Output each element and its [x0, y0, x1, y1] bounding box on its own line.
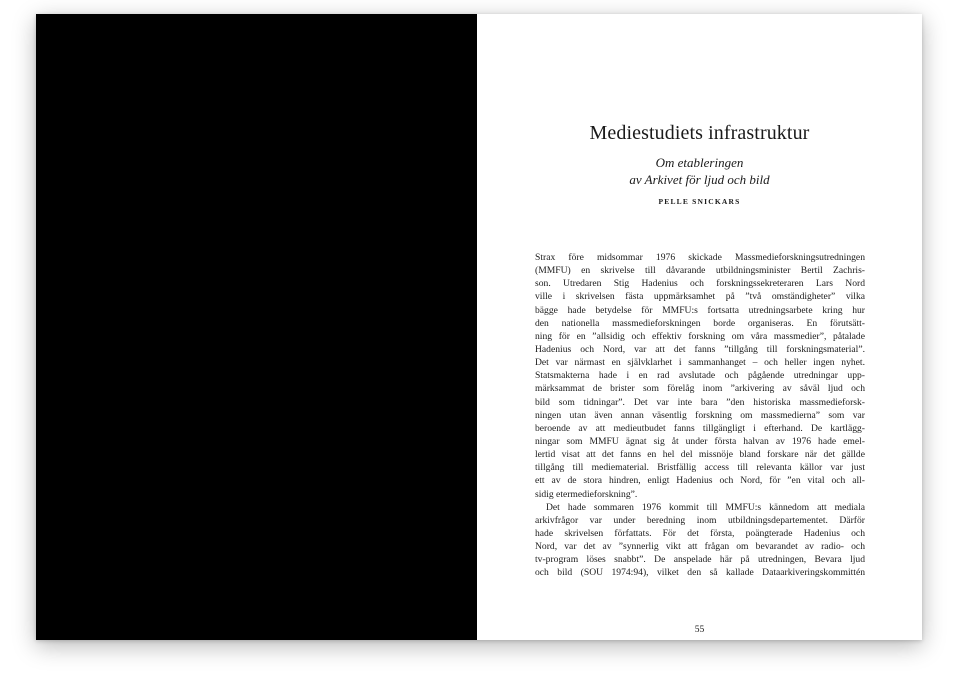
body-line: ningar som MMFU ägnat sig åt under första halvan av 1976 hade emel-: [535, 435, 865, 447]
body-line: ville i skrivelsen fästa uppmärksamhet på ”två omständigheter” vilka: [535, 291, 865, 303]
left-page-black: [36, 14, 477, 640]
body-line: beroende av att medieutbudet fanns tillgängligt i efterhand. De kartlägg-: [535, 422, 865, 434]
book-spread: [36, 14, 922, 640]
body-line: Det hade sommaren 1976 kommit till MMFU:s kännedom att mediala: [546, 501, 865, 513]
body-line: lertid visat att det fanns en hel del missnöje bland forskare när det gällde: [535, 449, 865, 461]
body-line: son. Utredaren Stig Hadenius och forskningssekreteraren Lars Nord: [535, 278, 865, 290]
body-line: ningen utan även annan väsentlig forskning om massmedierna” som var: [535, 409, 865, 421]
body-line: och bild (SOU 1974:94), vilket den så kallade Dataarkiveringskommittén: [535, 567, 865, 579]
body-line: tillgång till mediematerial. Bristfällig access till relevanta källor var just: [535, 462, 865, 474]
body-line: bägge hade betydelse för MMFU:s fortsatta utredningsarbete kring hur: [535, 304, 865, 316]
chapter-subtitle-line-1: Om etableringen: [655, 155, 744, 170]
page-number: 55: [694, 624, 705, 635]
body-text: [535, 251, 865, 580]
body-line: märksammat de brister som förelåg inom ”arkivering av såväl ljud och: [535, 383, 865, 395]
right-page: [477, 14, 922, 640]
body-line: Hadenius och Nord, var att det fanns ”tillgång till forskningsmaterial”.: [535, 343, 865, 355]
body-line: Statsmakterna hade i en rad avslutade och pågående utredningar upp-: [535, 370, 865, 382]
body-line: sidig etermedieforskning”.: [535, 488, 638, 500]
author-name: PELLE SNICKARS: [658, 197, 741, 206]
body-line: Nord, var det av ”synnerlig vikt att frågan om bevarandet av radio- och: [535, 541, 865, 553]
body-line: Det var närmast en självklarhet i sammanhanget – och heller ingen nyhet.: [535, 357, 865, 369]
body-line: hade skrivelsen författats. För det första, poängterade Hadenius och: [535, 527, 865, 539]
body-line: Strax före midsommar 1976 skickade Massmedieforskningsutredningen: [535, 252, 865, 263]
body-line: (MMFU) en skrivelse till dåvarande utbildningsminister Bertil Zachris-: [535, 265, 865, 277]
chapter-title: Mediestudiets infrastruktur: [589, 122, 810, 144]
chapter-subtitle-line-2: av Arkivet för ljud och bild: [629, 172, 770, 187]
body-line: ett av de stora hindren, enligt Hadenius och Nord, för ”en vital och all-: [535, 475, 865, 487]
body-line: arkivfrågor var under beredning inom utbildningsdepartementet. Därför: [535, 514, 865, 526]
body-line: tv-program löses snabbt”. De anspelade här på utredningen, Bevara ljud: [535, 554, 865, 566]
body-line: den nationella massmedieforskningen borde organiseras. En förutsätt-: [535, 317, 865, 329]
body-line: bild som tidningar”. Det var inte bara ”den historiska massmedieforsk-: [535, 396, 865, 408]
body-line: ning för en ”allsidig och effektiv forskning om våra massmedier”, påtalade: [535, 330, 865, 342]
